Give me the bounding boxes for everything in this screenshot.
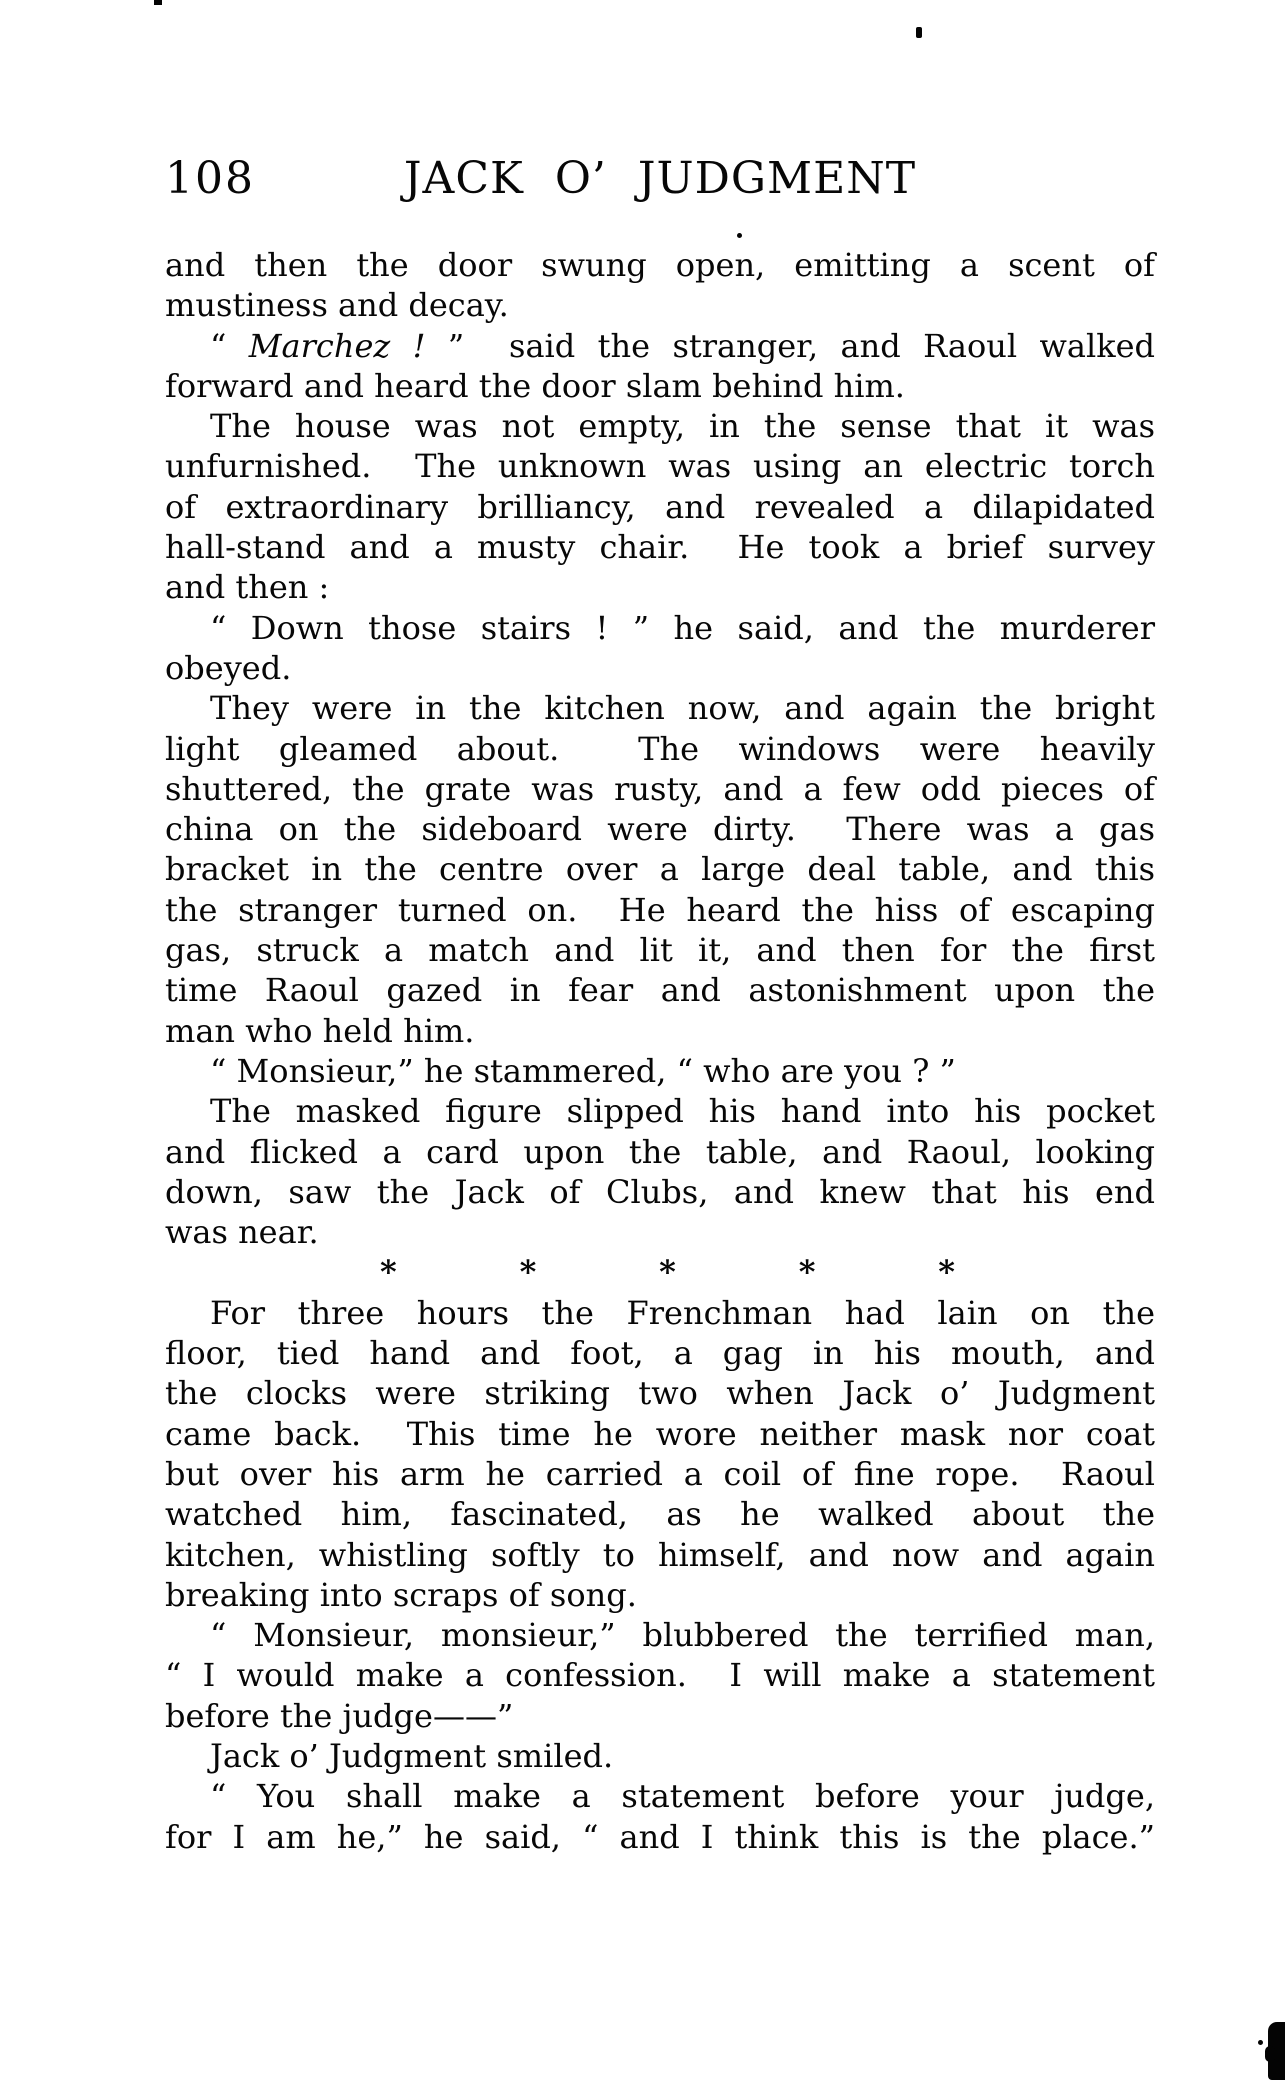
running-title: JACK O’ JUDGMENT (403, 153, 917, 204)
text-line: They were in the kitchen now, and again the bright (210, 689, 1155, 728)
body-text (165, 245, 1155, 1857)
ink-mark-top-left (154, 0, 162, 5)
text-line: light gleamed about. The windows were heavily (165, 729, 1155, 768)
asterisk-separator (165, 1252, 1155, 1292)
text-line: “ Monsieur,” he stammered, “ who are you ? ” (210, 1051, 956, 1090)
text-line: was near. (165, 1213, 319, 1252)
ink-speck-bottom (1258, 2040, 1263, 2045)
text-line: “ Down those stairs ! ” he said, and the murderer (210, 608, 1155, 647)
asterisk: * (938, 1253, 955, 1292)
text-line: and then : (165, 568, 330, 607)
text-line: of extraordinary brilliancy, and revealed a dilapidated (165, 487, 1155, 526)
text-line: time Raoul gazed in fear and astonishment upon the (165, 971, 1155, 1010)
text-line: “ You shall make a statement before your judge, (210, 1777, 1155, 1816)
text-line: for I am he,” he said, “ and I think this is the place.” (165, 1817, 1155, 1856)
text-line: china on the sideboard were dirty. There was a gas (165, 810, 1155, 849)
text-line: watched him, fascinated, as he walked about the (165, 1495, 1155, 1534)
text-line: unfurnished. The unknown was using an electric torch (165, 447, 1155, 486)
ink-speck (737, 233, 742, 238)
text-line: “ Monsieur, monsieur,” blubbered the terrified man, (210, 1616, 1155, 1655)
text-line: The masked figure slipped his hand into his pocket (210, 1092, 1155, 1131)
text-line: bracket in the centre over a large deal table, and this (165, 850, 1155, 889)
asterisk: * (519, 1253, 537, 1292)
asterisk: * (798, 1253, 816, 1292)
text-line: came back. This time he wore neither mask nor coat (165, 1414, 1155, 1453)
text-line: floor, tied hand and foot, a gag in his mouth, and (165, 1334, 1155, 1373)
text-line: the stranger turned on. He heard the hiss of escaping (165, 890, 1155, 929)
text-line: Jack o’ Judgment smiled. (210, 1736, 614, 1775)
italic-phrase: Marchez ! (248, 326, 426, 365)
text-line: man who held him. (165, 1011, 475, 1050)
text-line: hall-stand and a musty chair. He took a brief survey (165, 528, 1155, 567)
text-line: mustiness and decay. (165, 286, 509, 325)
quote-open: “ (210, 326, 249, 365)
line-rest: ” said the stranger, and Raoul walked (425, 326, 1156, 365)
text-line: the clocks were striking two when Jack o’ Judgment (165, 1374, 1155, 1413)
page-header (165, 153, 1155, 206)
text-line: before the judge——” (165, 1696, 514, 1735)
ink-mark-top-right (916, 27, 922, 38)
text-line (165, 326, 1155, 366)
text-line: breaking into scraps of song. (165, 1575, 637, 1614)
asterisk: * (380, 1253, 397, 1292)
text-line: but over his arm he carried a coil of fine rope. Raoul (165, 1454, 1155, 1493)
text-line: obeyed. (165, 648, 292, 687)
text-line: For three hours the Frenchman had lain on the (210, 1293, 1155, 1332)
text-line: kitchen, whistling softly to himself, and now and again (165, 1535, 1155, 1574)
asterisk: * (659, 1253, 676, 1292)
ink-smudge-bump (1265, 2046, 1275, 2062)
text-line: “ I would make a confession. I will make a statement (165, 1656, 1155, 1695)
text-line: and flicked a card upon the table, and Raoul, looking (165, 1132, 1155, 1171)
text-line: gas, struck a match and lit it, and then for the first (165, 931, 1155, 970)
text-line: The house was not empty, in the sense that it was (210, 407, 1155, 446)
text-line: and then the door swung open, emitting a scent of (165, 246, 1155, 284)
text-line: down, saw the Jack of Clubs, and knew that his end (165, 1172, 1155, 1211)
text-line: forward and heard the door slam behind him. (165, 366, 905, 405)
page-number: 108 (165, 153, 255, 204)
text-line: shuttered, the grate was rusty, and a few odd pieces of (165, 769, 1155, 808)
